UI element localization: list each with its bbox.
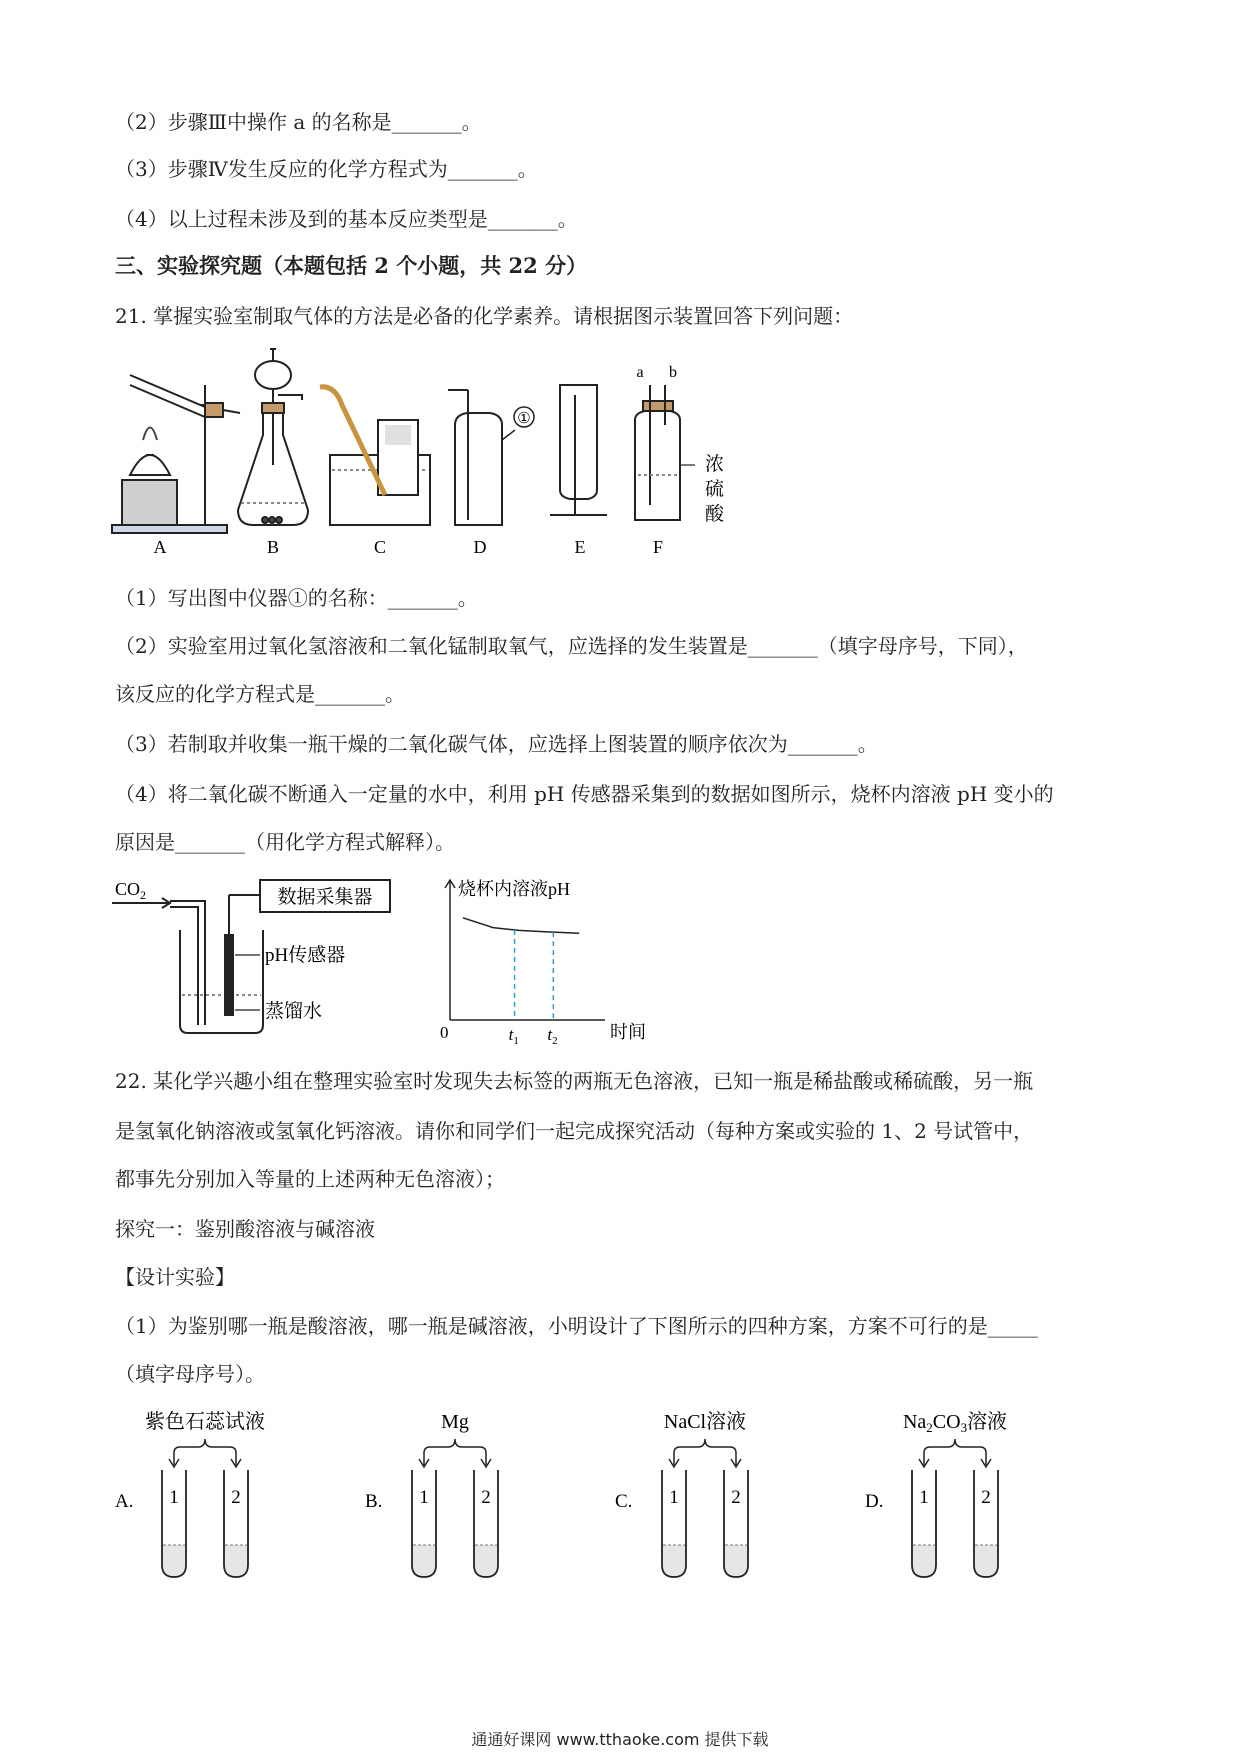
tube-number: 2 — [981, 1487, 991, 1508]
dropper-bracket — [924, 1439, 986, 1465]
dropper-bracket — [424, 1439, 486, 1465]
ph-apparatus-figure — [110, 875, 410, 1035]
apparatus-c — [320, 387, 430, 525]
x-tick-label: $t_2$ — [547, 1025, 558, 1045]
tube-number: 2 — [231, 1487, 241, 1508]
tube-option-c — [615, 1410, 748, 1577]
tube-liquid — [663, 1545, 685, 1576]
question-20-3: （3）步骤Ⅳ发生反应的化学方程式为_______。 — [115, 157, 538, 181]
question-22-1b: （填字母序号）。 — [115, 1362, 265, 1386]
dropper-bracket — [174, 1439, 236, 1465]
test-tube-options — [110, 1405, 1030, 1585]
question-21-2a: （2）实验室用过氧化氢溶液和二氧化锰制取氧气，应选择的发生装置是_______（填字母序号，下同）， — [115, 634, 1028, 658]
tube-liquid — [725, 1545, 747, 1576]
tube-liquid — [225, 1545, 247, 1576]
apparatus-f — [635, 385, 695, 520]
tube-b-label: b — [669, 364, 677, 381]
question-21-4a: （4）将二氧化碳不断通入一定量的水中，利用 pH 传感器采集到的数据如图所示，烧杯内溶液 pH 变小的 — [115, 782, 1054, 806]
tube-number: 1 — [669, 1487, 679, 1508]
distilled-water-label: 蒸馏水 — [265, 1001, 323, 1022]
question-21-2b: 该反应的化学方程式是_______。 — [115, 682, 405, 706]
apparatus-figure — [110, 345, 830, 565]
tube-option-a — [115, 1410, 265, 1577]
question-20-2: （2）步骤Ⅲ中操作 a 的名称是_______。 — [115, 110, 482, 134]
footer-source: 通通好课网 www.tthaoke.com 提供下载 — [471, 1730, 769, 1749]
question-21-stem: 21. 掌握实验室制取气体的方法是必备的化学素养。请根据图示装置回答下列问题： — [115, 304, 854, 328]
tube-liquid — [913, 1545, 935, 1576]
tube-a-label: a — [636, 364, 644, 381]
label-b: B — [266, 537, 280, 557]
label-d: D — [473, 537, 487, 557]
question-21-1: （1）写出图中仪器①的名称：_______。 — [115, 586, 478, 610]
question-22-1a: （1）为鉴别哪一瓶是酸溶液，哪一瓶是碱溶液，小明设计了下图所示的四种方案，方案不可行的是_____ — [115, 1314, 1038, 1338]
tube-liquid — [475, 1545, 497, 1576]
reagent-label: 紫色石蕊试液 — [145, 1411, 265, 1433]
label-e: E — [574, 537, 586, 557]
question-21-3: （3）若制取并收集一瓶干燥的二氧化碳气体，应选择上图装置的顺序依次为_______。 — [115, 732, 878, 756]
reagent-label: Mg — [441, 1411, 469, 1433]
label-f: F — [652, 537, 664, 557]
y-axis-label: 烧杯内溶液pH — [458, 879, 570, 899]
tube-number: 1 — [169, 1487, 179, 1508]
question-21-4b: 原因是_______（用化学方程式解释）。 — [115, 830, 455, 854]
tube-liquid — [163, 1545, 185, 1576]
ph-chart — [430, 875, 650, 1045]
tube-number: 2 — [481, 1487, 491, 1508]
design-experiment-heading: 【设计实验】 — [115, 1265, 235, 1289]
acid-label-2: 硫 — [705, 479, 725, 500]
acid-label-1: 浓 — [705, 454, 725, 475]
question-22-stem-c: 都事先分别加入等量的上述两种无色溶液）； — [115, 1167, 505, 1191]
question-22-stem-a: 22. 某化学兴趣小组在整理实验室时发现失去标签的两瓶无色溶液，已知一瓶是稀盐酸或稀硫酸，另一瓶 — [115, 1069, 1034, 1093]
tube-option-b — [365, 1411, 498, 1577]
origin-label: 0 — [440, 1023, 449, 1042]
apparatus-e — [550, 385, 607, 515]
ph-sensor-label: pH传感器 — [265, 945, 346, 966]
acid-label-3: 酸 — [705, 504, 725, 525]
tube-liquid — [413, 1545, 435, 1576]
x-tick-label: $t_1$ — [508, 1025, 519, 1045]
dropper-bracket — [674, 1439, 736, 1465]
apparatus-b — [238, 349, 308, 525]
tube-number: 1 — [919, 1487, 929, 1508]
tube-liquid — [975, 1545, 997, 1576]
option-letter: D. — [865, 1491, 884, 1512]
inquiry-1-title: 探究一：鉴别酸溶液与碱溶液 — [115, 1217, 375, 1241]
label-c: C — [373, 537, 387, 557]
section-heading: 三、实验探究题（本题包括 2 个小题，共 22 分） — [115, 253, 588, 278]
x-axis-label: 时间 — [610, 1022, 646, 1042]
ph-curve — [463, 918, 579, 933]
question-22-stem-b: 是氢氧化钠溶液或氢氧化钙溶液。请你和同学们一起完成探究活动（每种方案或实验的 1、2 号试管中， — [115, 1119, 1034, 1143]
reagent-label: NaCl溶液 — [663, 1411, 747, 1433]
question-20-4: （4）以上过程未涉及到的基本反应类型是_______。 — [115, 207, 578, 231]
option-letter: A. — [115, 1491, 134, 1512]
option-letter: B. — [365, 1491, 383, 1512]
data-collector-label: 数据采集器 — [277, 887, 373, 908]
circled-one-label: ① — [517, 411, 531, 427]
co2-label: $CO_2$ — [115, 879, 147, 902]
tube-option-d — [865, 1410, 1007, 1577]
reagent-label: $Na_2CO_3$溶液 — [902, 1411, 1008, 1435]
tube-number: 1 — [419, 1487, 429, 1508]
option-letter: C. — [615, 1491, 633, 1512]
tube-number: 2 — [731, 1487, 741, 1508]
label-a: A — [153, 537, 167, 557]
apparatus-a — [112, 375, 240, 533]
